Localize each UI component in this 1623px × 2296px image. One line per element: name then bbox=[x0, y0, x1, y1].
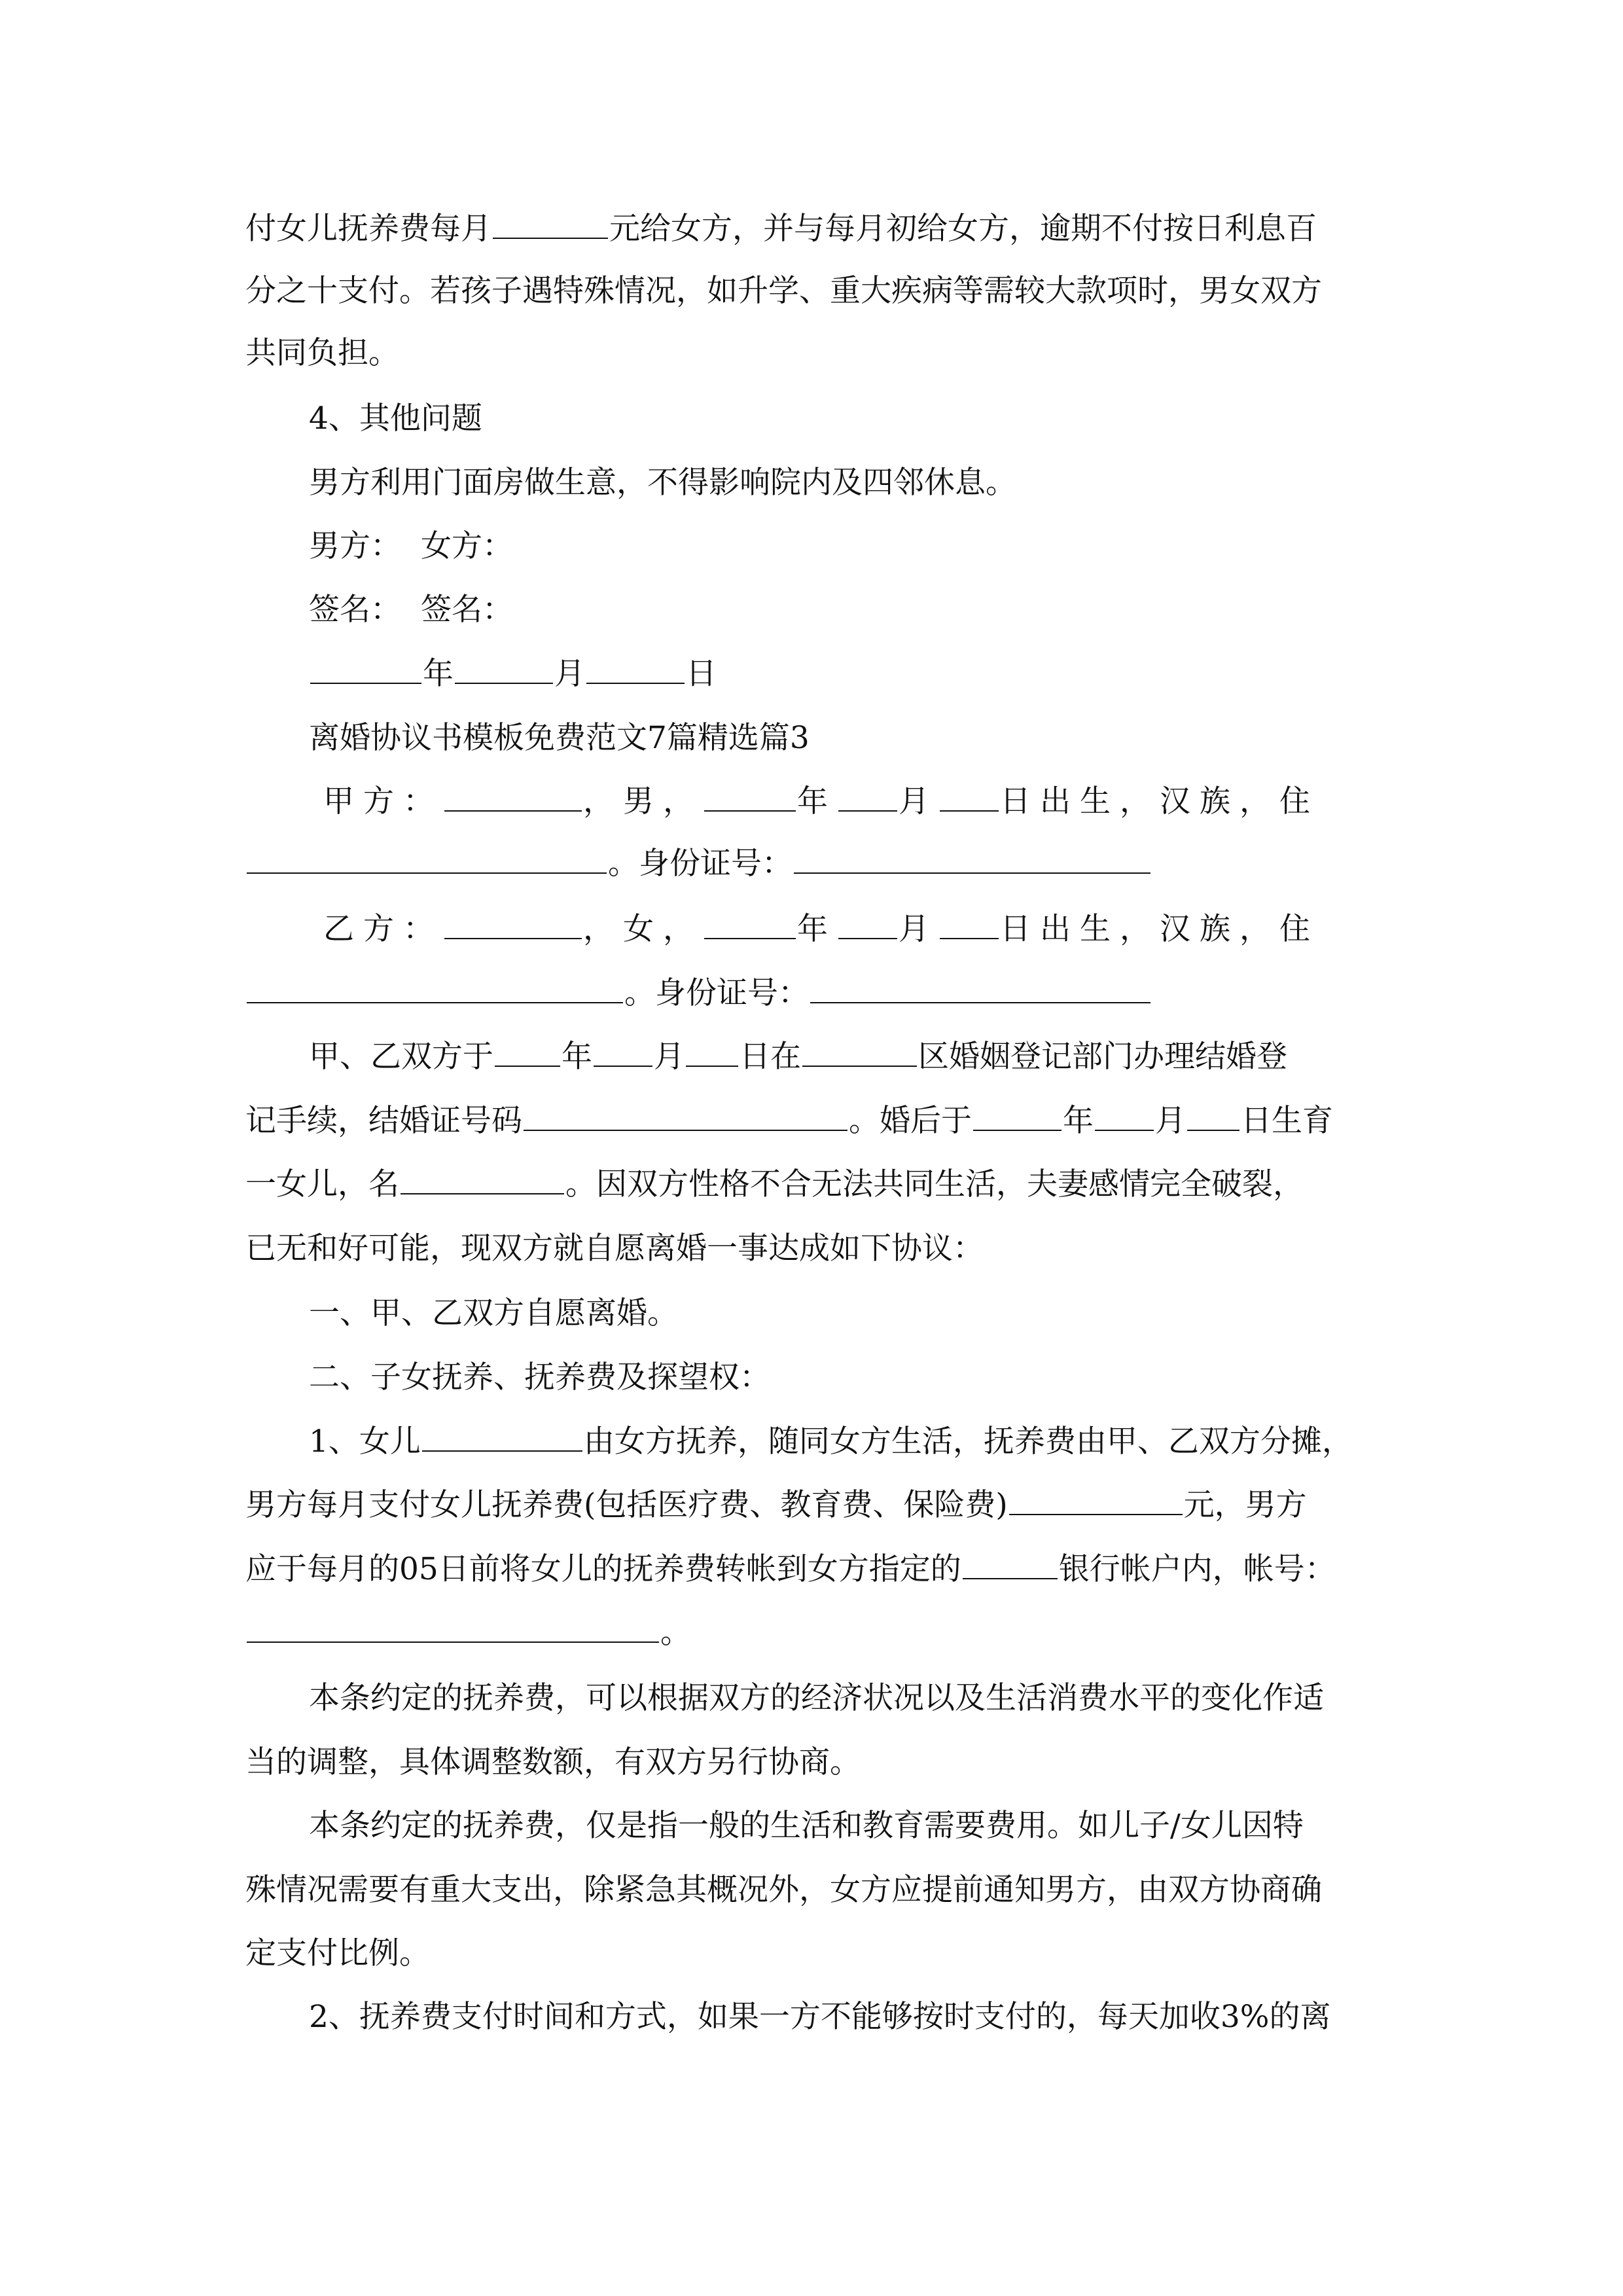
text-line: 一女儿，名 。因双方性格不合无法共同生活，夫妻感情完全破裂， bbox=[245, 1166, 1304, 1202]
fill-blank bbox=[810, 976, 1150, 1003]
fill-blank bbox=[524, 1103, 847, 1131]
fill-blank bbox=[455, 656, 553, 684]
fill-blank bbox=[940, 784, 999, 812]
fill-blank bbox=[802, 1039, 917, 1067]
text-line: 分之十支付。若孩子遇特殊情况，如升学、重大疾病等需较大款项时，男女双方 bbox=[245, 273, 1322, 309]
document-title: 离婚协议书模板免费范文7篇精选篇3 bbox=[309, 720, 810, 756]
party-b-id-line: 。身份证号： bbox=[245, 974, 1152, 1013]
fill-blank bbox=[704, 912, 796, 939]
text-line: 甲、乙双方于 年 月 日在 区婚姻登记部门办理结婚登 bbox=[309, 1039, 1287, 1075]
fill-blank bbox=[444, 912, 582, 939]
text-line: 付女儿抚养费每月 元给女方，并与每月初给女方，逾期不付按日利息百 bbox=[245, 211, 1317, 247]
fill-blank bbox=[1095, 1103, 1154, 1131]
fill-blank bbox=[401, 1167, 564, 1194]
text-line: 男方每月支付女儿抚养费(包括医疗费、教育费、保险费) 元，男方 bbox=[245, 1487, 1307, 1523]
fill-blank bbox=[973, 1103, 1061, 1131]
signature-labels: 签名： 签名： bbox=[309, 592, 513, 628]
fill-blank bbox=[422, 1424, 582, 1452]
fill-blank bbox=[493, 211, 608, 239]
fill-blank bbox=[247, 846, 607, 874]
text-line: 记手续，结婚证号码 。婚后于 年 月 日生育 bbox=[245, 1103, 1333, 1139]
text-line: 男方利用门面房做生意，不得影响院内及四邻休息。 bbox=[309, 465, 1016, 501]
party-a-id-line: 。身份证号： bbox=[245, 844, 1152, 884]
fill-blank bbox=[838, 784, 897, 812]
fill-blank bbox=[594, 1039, 652, 1067]
fill-blank bbox=[310, 656, 421, 684]
text-line: 1、女儿 由女方抚养，随同女方生活，抚养费由甲、乙双方分摊， bbox=[309, 1424, 1353, 1460]
fill-blank bbox=[963, 1552, 1058, 1579]
party-a-line: 甲方： ，男， 年 月 日出生，汉族，住 bbox=[323, 783, 1319, 819]
clause-heading: 一、甲、乙双方自愿离婚。 bbox=[309, 1295, 678, 1331]
fill-blank bbox=[1009, 1488, 1183, 1515]
fill-blank bbox=[444, 784, 582, 812]
fill-blank bbox=[495, 1039, 560, 1067]
fill-blank bbox=[247, 976, 623, 1003]
text-line: 本条约定的抚养费，仅是指一般的生活和教育需要费用。如儿子/女儿因特 bbox=[309, 1808, 1304, 1844]
text-line: 殊情况需要有重大支出，除紧急其概况外，女方应提前通知男方，由双方协商确 bbox=[245, 1872, 1322, 1908]
fill-blank bbox=[838, 912, 897, 939]
fill-blank bbox=[940, 912, 999, 939]
text-line: 当的调整，具体调整数额，有双方另行协商。 bbox=[245, 1744, 861, 1780]
text-line: 共同负担。 bbox=[245, 335, 399, 371]
party-b-line: 乙方： ，女， 年 月 日出生，汉族，住 bbox=[323, 911, 1319, 947]
fill-blank bbox=[1187, 1103, 1240, 1131]
date-line: 年 月 日 bbox=[309, 655, 717, 694]
text-line: 2、抚养费支付时间和方式，如果一方不能够按时支付的，每天加收3%的离 bbox=[309, 1999, 1331, 2035]
text-line: 应于每月的05日前将女儿的抚养费转帐到女方指定的 银行帐户内，帐号： bbox=[245, 1551, 1336, 1587]
fill-blank bbox=[794, 846, 1150, 874]
text-line: 定支付比例。 bbox=[245, 1935, 430, 1971]
text-line: 。 bbox=[245, 1613, 691, 1653]
text-line: 本条约定的抚养费，可以根据双方的经济状况以及生活消费水平的变化作适 bbox=[309, 1680, 1324, 1716]
fill-blank bbox=[247, 1615, 659, 1643]
clause-heading: 二、子女抚养、抚养费及探望权： bbox=[309, 1359, 770, 1395]
text-line: 已无和好可能，现双方就自愿离婚一事达成如下协议： bbox=[245, 1230, 984, 1266]
fill-blank bbox=[686, 1039, 738, 1067]
party-labels: 男方： 女方： bbox=[309, 528, 513, 564]
fill-blank bbox=[586, 656, 685, 684]
fill-blank bbox=[704, 784, 796, 812]
section-heading: 4、其他问题 bbox=[309, 401, 482, 437]
